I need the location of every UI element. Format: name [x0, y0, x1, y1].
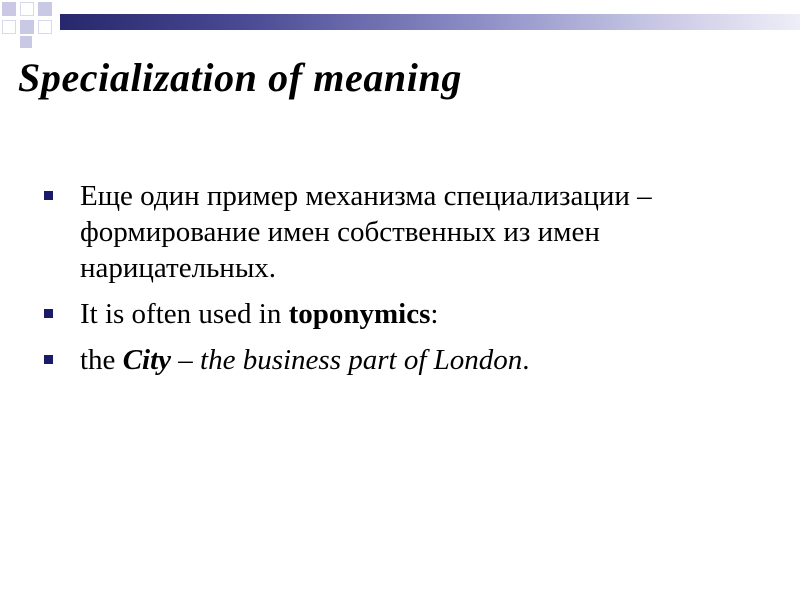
square-bullet-icon: [44, 309, 53, 318]
bullet-prefix: It is often used in: [80, 298, 289, 330]
bullet-list: [44, 178, 764, 388]
bullet-suffix: .: [522, 344, 530, 376]
bullet-item-1: [44, 178, 764, 286]
square-bullet-icon: [44, 355, 53, 364]
bullet-suffix: :: [430, 298, 439, 330]
term-definition: – the business part of London: [171, 344, 523, 376]
bullet-text: Еще один пример механизма специализации – формирование имен собственных из имен нарицательных.: [80, 180, 652, 284]
header-gradient-bar: [60, 14, 800, 30]
corner-squares-decoration: [0, 0, 60, 50]
term-city: City: [122, 344, 172, 376]
square-bullet-icon: [44, 191, 53, 200]
bullet-item-3: [44, 342, 764, 378]
term-toponymics: toponymics: [288, 298, 431, 330]
bullet-item-2: [44, 296, 764, 332]
slide-title: Specialization of meaning: [18, 55, 462, 100]
bullet-prefix: the: [80, 344, 123, 376]
